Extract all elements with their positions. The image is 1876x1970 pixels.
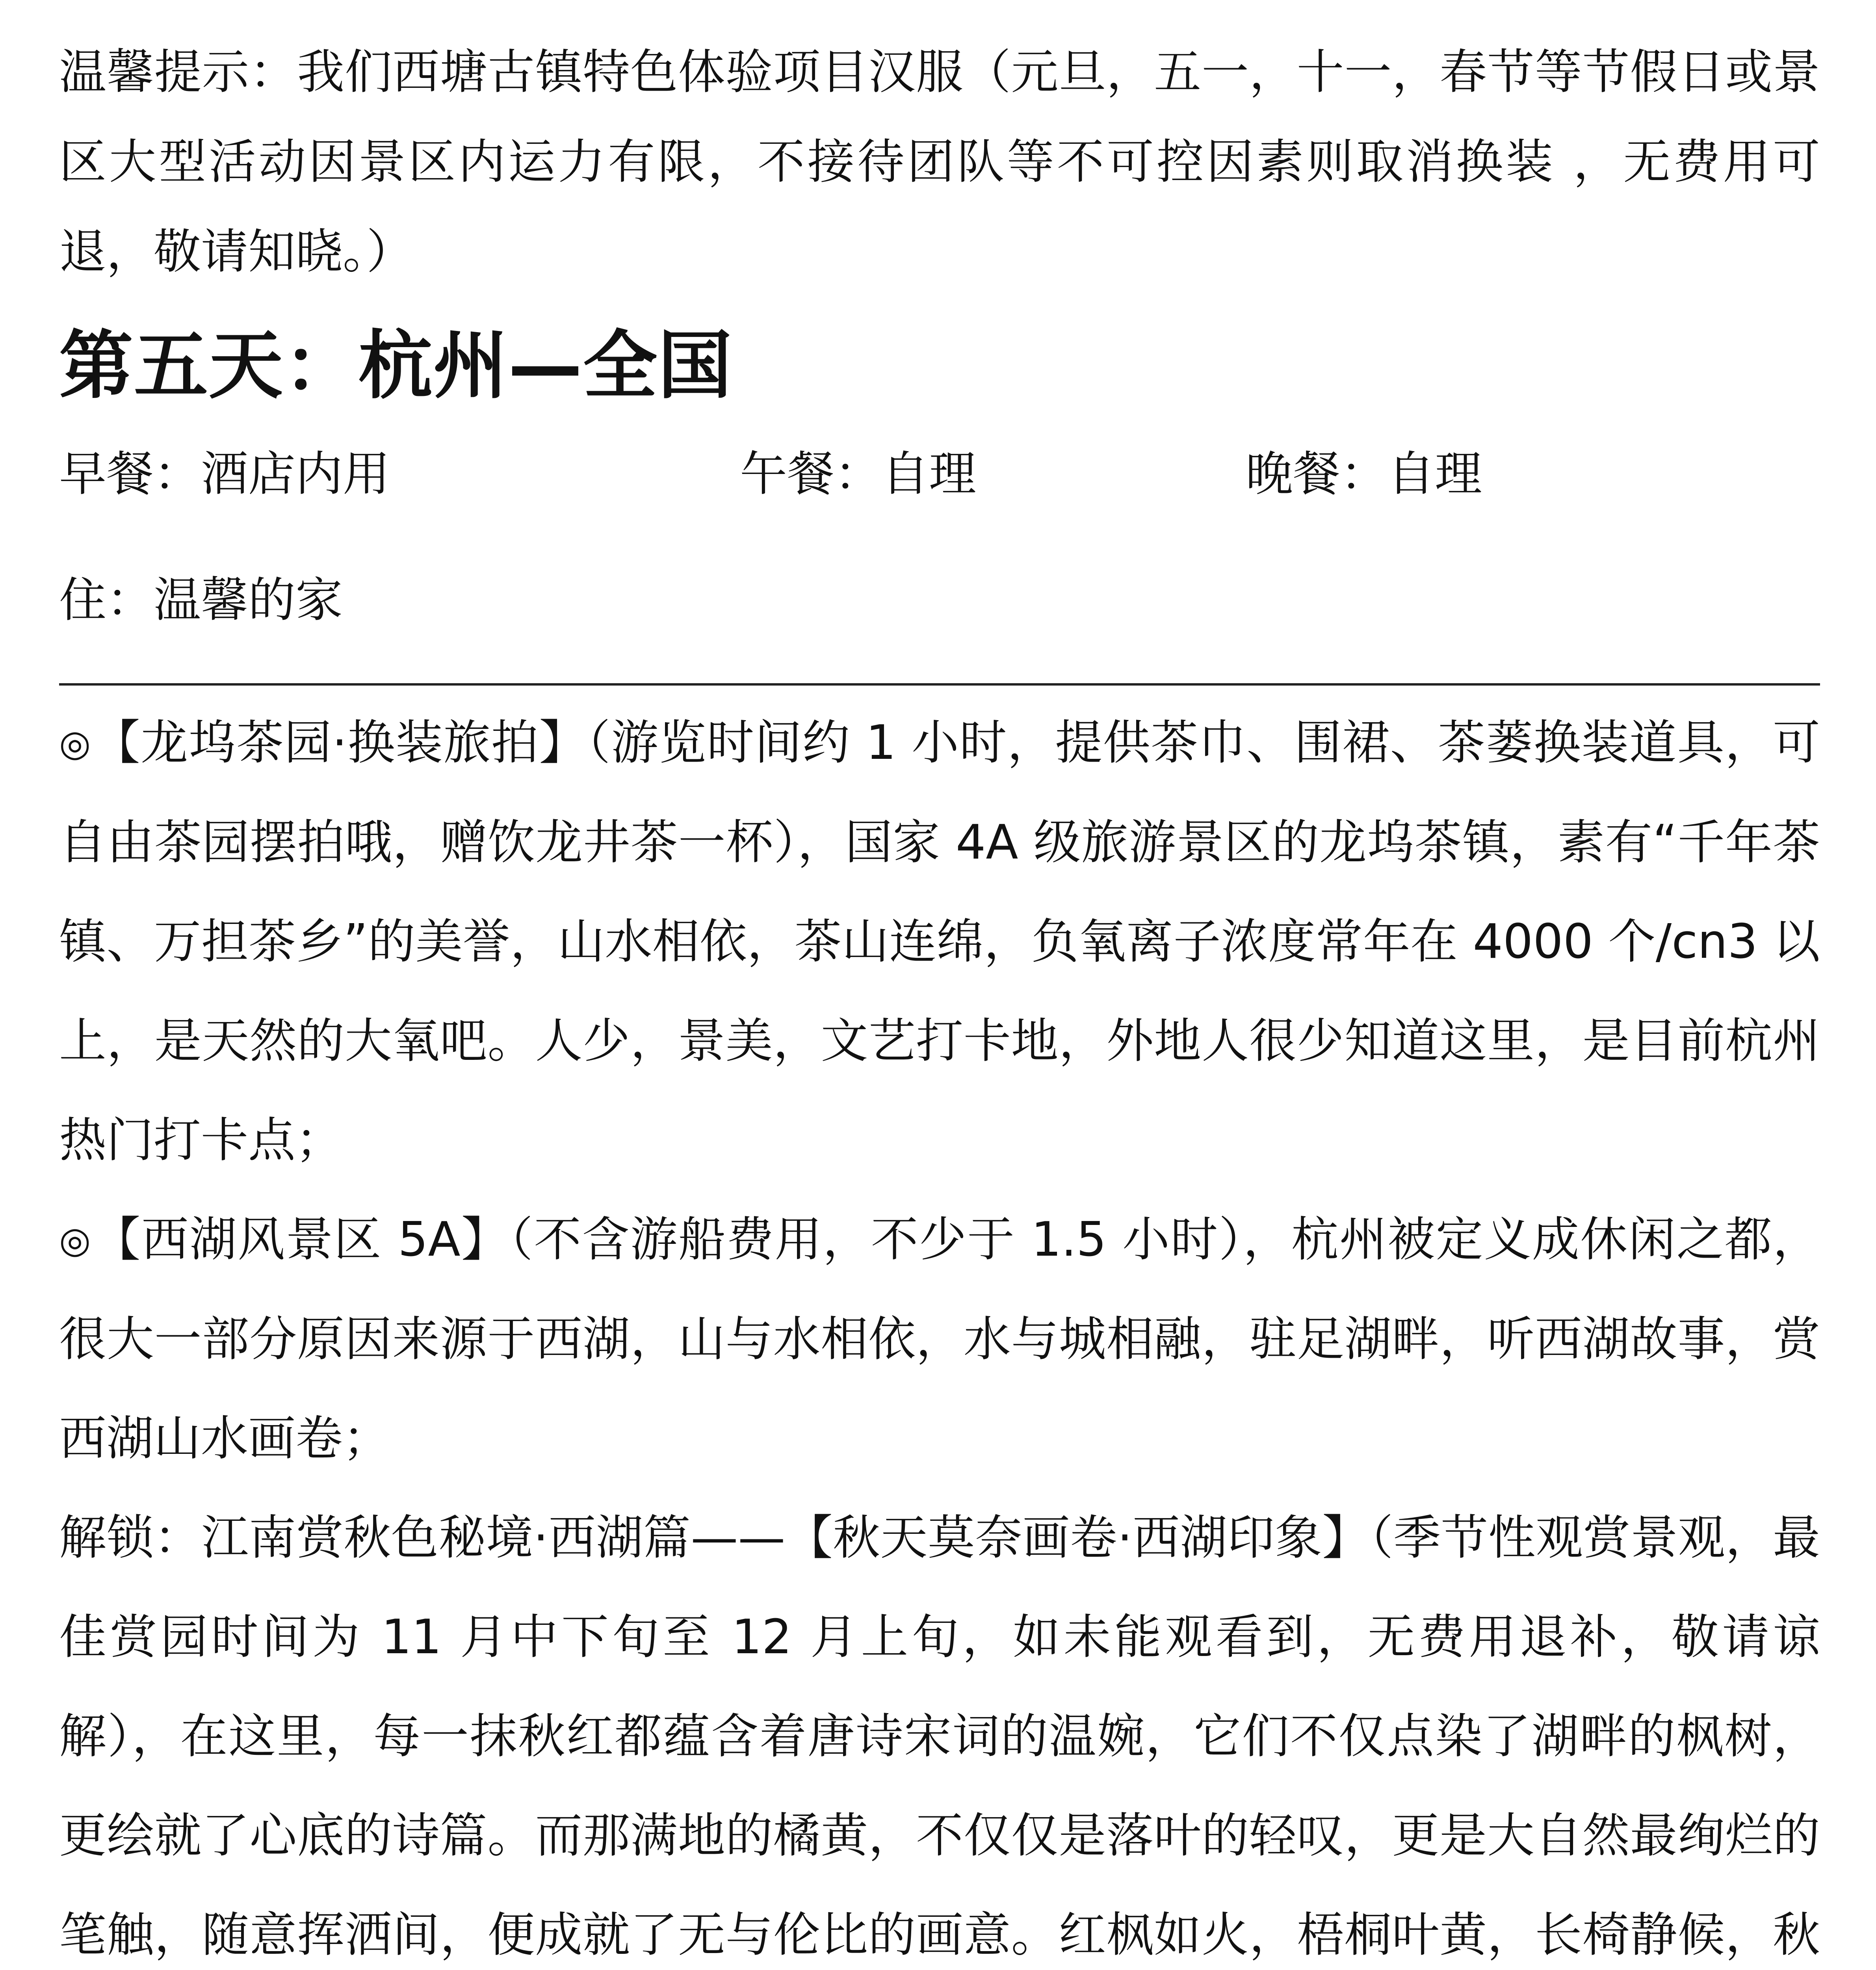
meal-breakfast: 早餐：酒店内用 — [59, 447, 390, 502]
bullet-icon: ◎ — [59, 722, 91, 764]
meals-row — [59, 427, 1820, 522]
document-page — [59, 28, 1820, 1970]
meal-lunch: 午餐：自理 — [740, 447, 976, 502]
bullet-icon: ◎ — [59, 1219, 91, 1261]
notice-paragraph: 温馨提示：我们西塘古镇特色体验项目汉服（元旦，五一，十一，春节等节假日或景区大型活动因景区内运力有限，不接待团队等不可控因素则取消换装 ，无费用可退，敬请知晓。） — [59, 45, 1820, 279]
accommodation: 住：温馨的家 — [59, 573, 343, 628]
section-text: 解锁：江南赏秋色秘境·西湖篇——【秋天莫奈画卷·西湖印象】（季节性观赏景观，最佳赏园时间为 11 月中下旬至 12 月上旬，如未能观看到，无费用退补，敬请谅解），在这里，每一抹秋红都蕴含着唐诗宋词的温婉，它们不仅点染了湖畔的枫树，更绘就了心底的诗篇。而那满地的橘黄，不仅仅是落叶的轻叹，更是大自然最绚烂的笔触，随意挥洒间，便成就了无与伦比的画意。红枫如火，梧桐叶黄，长椅静候，秋 — [59, 1511, 1820, 1963]
section-text: 【龙坞茶园·换装旅拍】（游览时间约 1 小时，提供茶巾、围裙、茶蒌换装道具，可自由茶园摆拍哦，赠饮龙井茶一杯），国家 4A 级旅游景区的龙坞茶镇，素有“千年茶镇、万担茶乡”的美誉，山水相依，茶山连绵，负氧离子浓度常年在 4000 个/cn3 以上，是天然的大氧吧。人少，景美，文艺打卡地，外地人很少知道这里，是目前杭州热门打卡点； — [59, 716, 1820, 1168]
section-autumn-west-lake — [59, 1489, 1820, 1970]
meal-dinner: 晚餐：自理 — [1246, 447, 1482, 502]
section-divider — [59, 683, 1820, 686]
section-west-lake — [59, 1190, 1820, 1489]
day-title: 第五天：杭州—全国 — [59, 323, 733, 409]
section-longwu-tea-garden — [59, 693, 1820, 1190]
section-text: 【西湖风景区 5A】（不含游船费用，不少于 1.5 小时），杭州被定义成休闲之都，很大一部分原因来源于西湖，山与水相依，水与城相融，驻足湖畔，听西湖故事，赏西湖山水画卷； — [59, 1212, 1820, 1466]
